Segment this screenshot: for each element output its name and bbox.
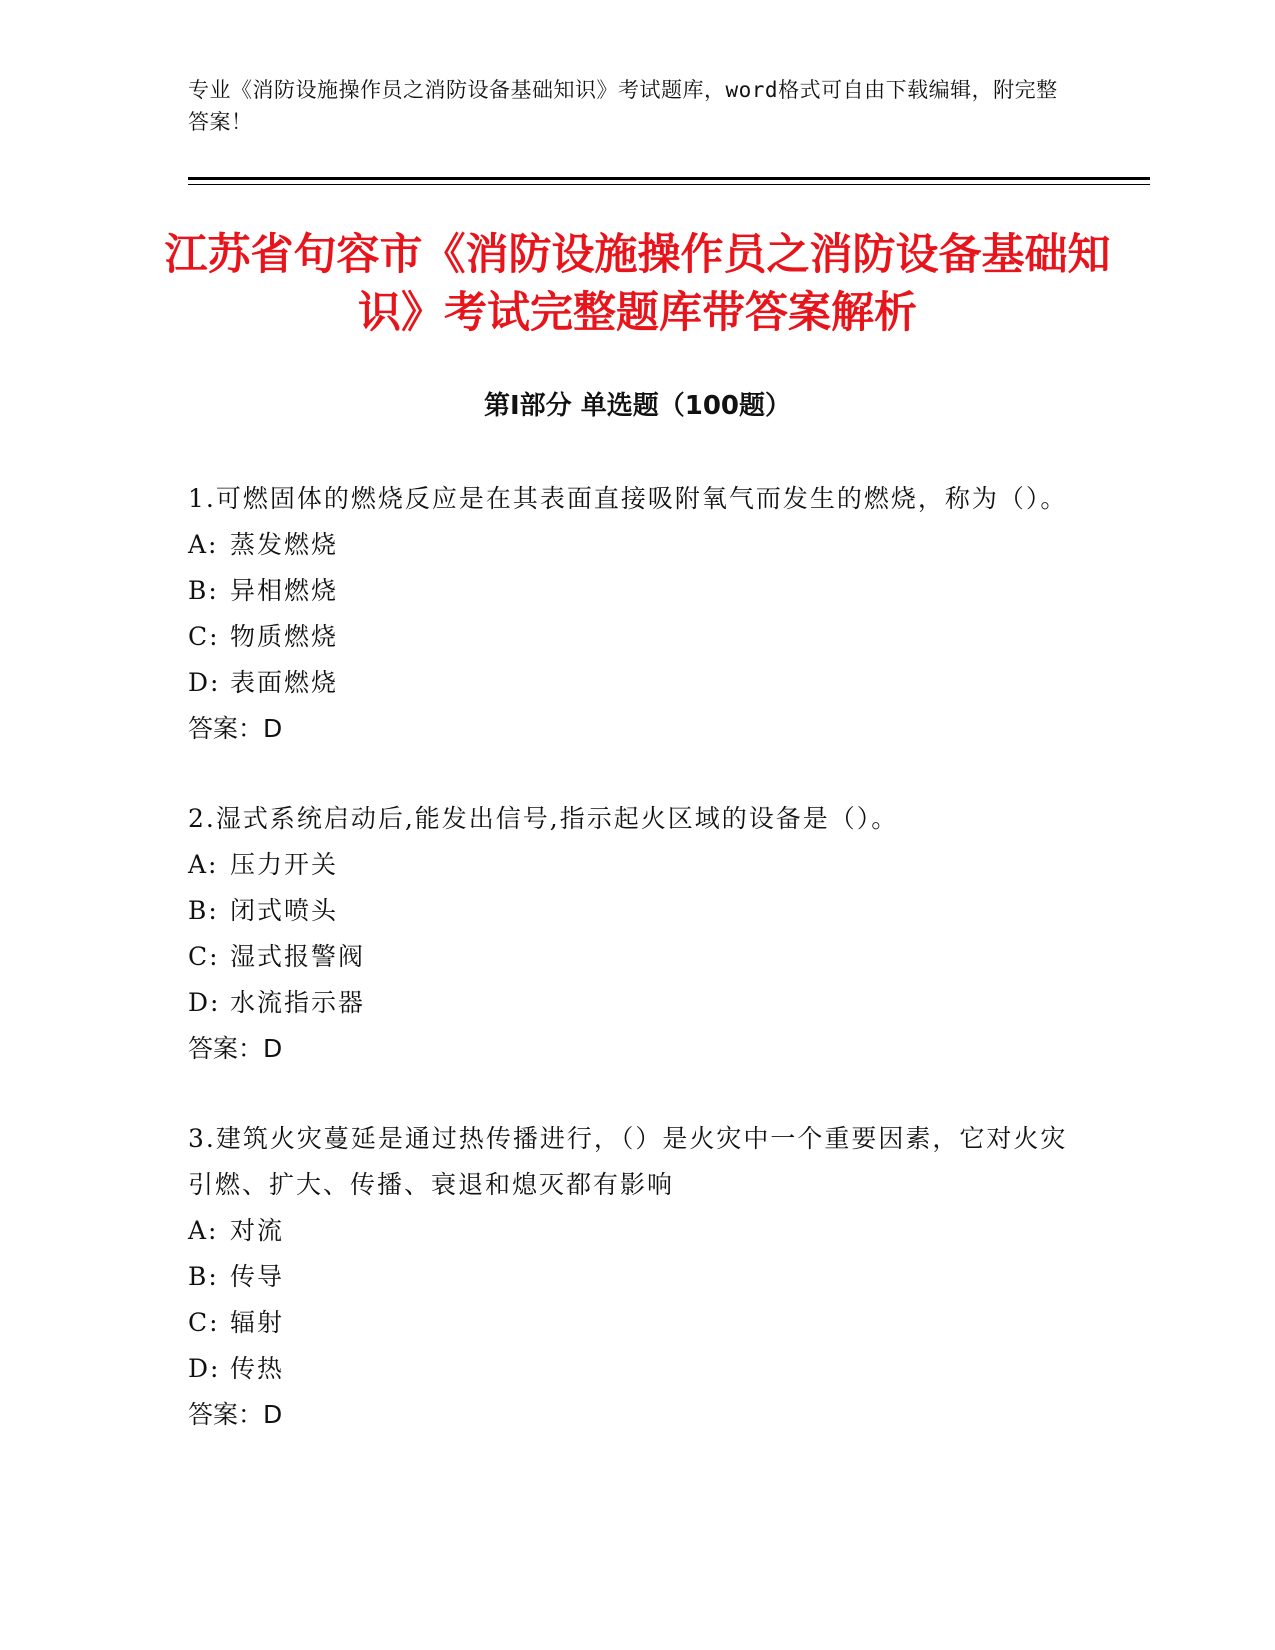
answer: 答案：D xyxy=(188,714,283,743)
option-d xyxy=(188,660,1068,706)
option-b xyxy=(188,888,1068,934)
option-a xyxy=(188,1208,1068,1254)
option-text: 传导 xyxy=(230,1262,285,1291)
option-letter: A: xyxy=(188,1216,219,1245)
question-stem: 2.湿式系统启动后,能发出信号,指示起火区域的设备是（）。 xyxy=(188,804,899,833)
question-list xyxy=(188,476,1068,1482)
header-note: 专业《消防设施操作员之消防设备基础知识》考试题库，word格式可自由下载编辑，附完整答案！ xyxy=(188,78,1058,134)
option-letter: D: xyxy=(188,988,221,1017)
option-letter: A: xyxy=(188,850,219,879)
option-d xyxy=(188,980,1068,1026)
option-text: 辐射 xyxy=(230,1308,285,1337)
option-text: 压力开关 xyxy=(230,850,339,879)
question-stem: 1.可燃固体的燃烧反应是在其表面直接吸附氧气而发生的燃烧，称为（）。 xyxy=(188,484,1068,513)
option-letter: B: xyxy=(188,576,219,605)
option-text: 湿式报警阀 xyxy=(230,942,366,971)
option-c xyxy=(188,1300,1068,1346)
option-a xyxy=(188,842,1068,888)
question-1 xyxy=(188,476,1068,752)
option-letter: D: xyxy=(188,668,221,697)
option-letter: A: xyxy=(188,530,219,559)
option-letter: C: xyxy=(188,1308,220,1337)
option-a xyxy=(188,522,1068,568)
option-b xyxy=(188,1254,1068,1300)
question-3 xyxy=(188,1116,1068,1438)
option-letter: C: xyxy=(188,622,220,651)
document-title: 江苏省句容市《消防设施操作员之消防设备基础知识》考试完整题库带答案解析 xyxy=(164,230,1111,338)
option-c xyxy=(188,934,1068,980)
header-rule-thick xyxy=(188,177,1150,180)
option-text: 物质燃烧 xyxy=(230,622,339,651)
section-heading: 第Ⅰ部分 单选题（100题） xyxy=(484,391,791,421)
option-letter: B: xyxy=(188,896,219,925)
option-letter: D: xyxy=(188,1354,221,1383)
option-letter: C: xyxy=(188,942,220,971)
option-c xyxy=(188,614,1068,660)
option-text: 蒸发燃烧 xyxy=(230,530,339,559)
answer: 答案：D xyxy=(188,1034,283,1063)
option-text: 水流指示器 xyxy=(230,988,366,1017)
option-d xyxy=(188,1346,1068,1392)
option-text: 异相燃烧 xyxy=(230,576,339,605)
option-text: 表面燃烧 xyxy=(230,668,339,697)
answer: 答案：D xyxy=(188,1400,283,1429)
option-text: 对流 xyxy=(230,1216,285,1245)
option-text: 传热 xyxy=(230,1354,285,1383)
header-rule-thin xyxy=(188,184,1150,185)
option-text: 闭式喷头 xyxy=(230,896,339,925)
question-stem: 3.建筑火灾蔓延是通过热传播进行，（）是火灾中一个重要因素，它对火灾引燃、扩大、传播、衰退和熄灭都有影响 xyxy=(188,1124,1068,1199)
question-2 xyxy=(188,796,1068,1072)
option-b xyxy=(188,568,1068,614)
option-letter: B: xyxy=(188,1262,219,1291)
